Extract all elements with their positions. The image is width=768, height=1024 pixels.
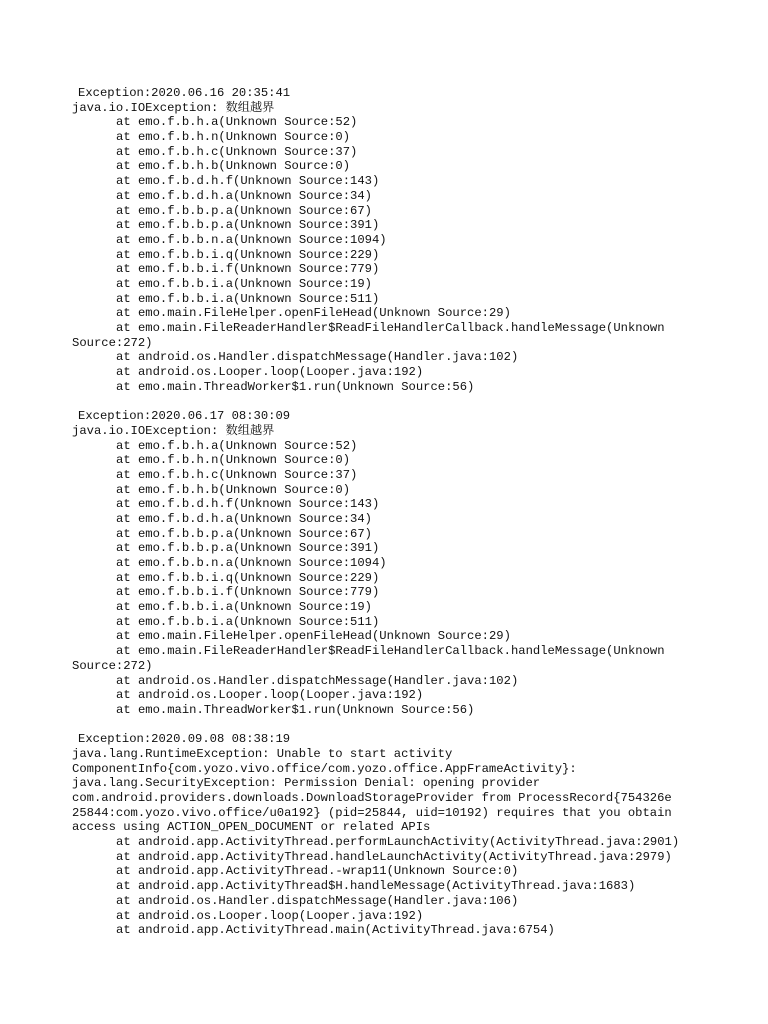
stack-frame-line: at emo.main.FileHelper.openFileHead(Unknown Source:29) xyxy=(116,629,511,644)
stack-frame-line: at emo.f.b.b.i.f(Unknown Source:779) xyxy=(116,585,380,600)
stack-frame-line: at emo.f.b.h.a(Unknown Source:52) xyxy=(116,115,358,130)
stack-frame-line: at emo.f.b.h.c(Unknown Source:37) xyxy=(116,144,358,159)
exception-timestamp-header: Exception:2020.06.17 08:30:09 xyxy=(78,409,291,424)
stack-frame-line: at emo.f.b.b.p.a(Unknown Source:67) xyxy=(116,526,372,541)
stack-frame-line: at emo.f.b.b.p.a(Unknown Source:391) xyxy=(116,541,380,556)
stack-frame-line: at emo.f.b.h.a(Unknown Source:52) xyxy=(116,438,358,453)
exception-message-line: 25844:com.yozo.vivo.office/u0a192} (pid=25844, uid=10192) requires that you obtain xyxy=(72,805,672,820)
exception-message-line: java.lang.RuntimeException: Unable to start activity xyxy=(72,746,453,761)
stack-frame-line: at emo.main.FileHelper.openFileHead(Unknown Source:29) xyxy=(116,306,511,321)
stack-frame-line: at emo.f.b.b.i.q(Unknown Source:229) xyxy=(116,247,380,262)
stack-frame-line: at android.app.ActivityThread.performLaunchActivity(ActivityThread.java:2901) xyxy=(116,835,680,850)
stack-frame-line: at emo.main.ThreadWorker$1.run(Unknown Source:56) xyxy=(116,702,475,717)
exception-message-line: java.io.IOException: 数组越界 xyxy=(72,100,275,115)
exception-timestamp-header: Exception:2020.06.16 20:35:41 xyxy=(78,86,291,100)
stack-frame-line: at android.app.ActivityThread.handleLaunchActivity(ActivityThread.java:2979) xyxy=(116,849,672,864)
stack-frame-line: at emo.f.b.b.n.a(Unknown Source:1094) xyxy=(116,232,387,247)
stack-frame-line: at emo.f.b.b.i.f(Unknown Source:779) xyxy=(116,262,380,277)
exception-message-line: Source:272) xyxy=(72,658,153,673)
exception-timestamp-header: Exception:2020.09.08 08:38:19 xyxy=(78,732,291,747)
exception-message-line: access using ACTION_OPEN_DOCUMENT or related APIs xyxy=(72,820,431,835)
exception-block xyxy=(72,732,762,938)
stack-frame-line: at android.os.Handler.dispatchMessage(Handler.java:102) xyxy=(116,350,519,365)
stack-frame-line: at android.os.Handler.dispatchMessage(Handler.java:106) xyxy=(116,893,519,908)
stack-frame-line: at emo.f.b.h.n(Unknown Source:0) xyxy=(116,130,351,145)
exception-message-line: ComponentInfo{com.yozo.vivo.office/com.yozo.office.AppFrameActivity}: xyxy=(72,761,577,776)
stack-frame-line: at android.os.Handler.dispatchMessage(Handler.java:102) xyxy=(116,673,519,688)
stack-frame-line: at emo.f.b.b.p.a(Unknown Source:391) xyxy=(116,218,380,233)
stack-frame-line: at emo.main.FileReaderHandler$ReadFileHandlerCallback.handleMessage(Unknown xyxy=(116,644,665,659)
stack-frame-line: at emo.f.b.h.c(Unknown Source:37) xyxy=(116,467,358,482)
stack-frame-line: at android.app.ActivityThread$H.handleMessage(ActivityThread.java:1683) xyxy=(116,879,636,894)
stack-frame-line: at emo.f.b.b.n.a(Unknown Source:1094) xyxy=(116,556,387,570)
stack-frame-line: at android.os.Looper.loop(Looper.java:192) xyxy=(116,688,424,703)
stack-frame-line: at emo.f.b.b.i.a(Unknown Source:19) xyxy=(116,600,372,615)
stack-frame-line: at emo.f.b.h.b(Unknown Source:0) xyxy=(116,159,351,174)
log-document xyxy=(72,86,762,953)
exception-block xyxy=(72,86,762,394)
stack-frame-line: at android.os.Looper.loop(Looper.java:192) xyxy=(116,908,424,923)
stack-frame-line: at android.app.ActivityThread.-wrap11(Unknown Source:0) xyxy=(116,864,519,879)
stack-frame-line: at emo.f.b.h.n(Unknown Source:0) xyxy=(116,453,351,468)
exception-message-line: Source:272) xyxy=(72,335,153,350)
stack-frame-line: at emo.f.b.b.p.a(Unknown Source:67) xyxy=(116,203,372,218)
exception-block xyxy=(72,409,762,717)
stack-frame-line: at emo.f.b.d.h.f(Unknown Source:143) xyxy=(116,497,380,512)
stack-frame-line: at android.app.ActivityThread.main(ActivityThread.java:6754) xyxy=(116,923,555,938)
stack-frame-line: at emo.f.b.b.i.a(Unknown Source:511) xyxy=(116,291,380,306)
stack-frame-line: at emo.f.b.h.b(Unknown Source:0) xyxy=(116,482,351,497)
stack-frame-line: at emo.f.b.b.i.q(Unknown Source:229) xyxy=(116,570,380,585)
stack-frame-line: at emo.f.b.d.h.a(Unknown Source:34) xyxy=(116,188,372,203)
stack-frame-line: at android.os.Looper.loop(Looper.java:192) xyxy=(116,365,424,380)
stack-frame-line: at emo.main.ThreadWorker$1.run(Unknown Source:56) xyxy=(116,379,475,394)
stack-frame-line: at emo.f.b.b.i.a(Unknown Source:511) xyxy=(116,614,380,629)
stack-frame-line: at emo.f.b.d.h.a(Unknown Source:34) xyxy=(116,511,372,526)
exception-message-line: java.io.IOException: 数组越界 xyxy=(72,423,275,438)
stack-frame-line: at emo.main.FileReaderHandler$ReadFileHandlerCallback.handleMessage(Unknown xyxy=(116,321,665,335)
stack-frame-line: at emo.f.b.b.i.a(Unknown Source:19) xyxy=(116,276,372,291)
exception-message-line: java.lang.SecurityException: Permission Denial: opening provider xyxy=(72,776,541,791)
stack-frame-line: at emo.f.b.d.h.f(Unknown Source:143) xyxy=(116,174,380,189)
exception-message-line: com.android.providers.downloads.DownloadStorageProvider from ProcessRecord{754326e xyxy=(72,791,672,805)
